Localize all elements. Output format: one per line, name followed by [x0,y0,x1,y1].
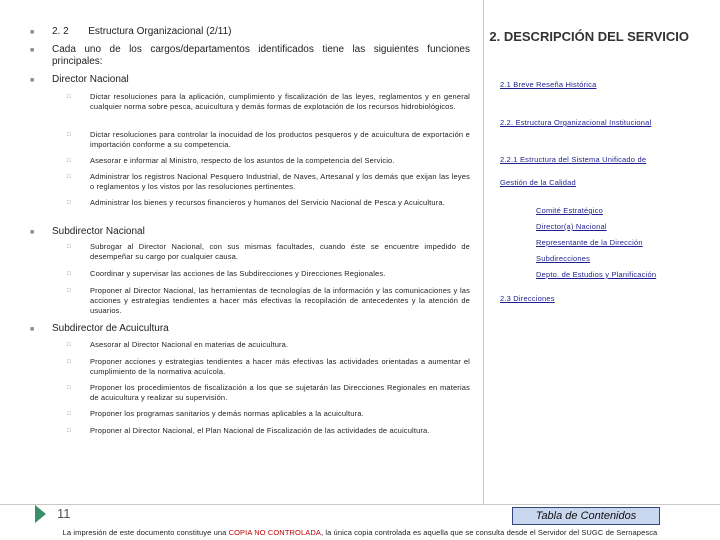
intro-paragraph [30,44,470,68]
page-number: 11 [57,506,71,521]
group-title-subdirector-nacional [30,226,470,238]
sidebar-link-director-nacional[interactable]: Director(a) Nacional [536,222,607,231]
sub-bullet-icon: □ [67,244,71,250]
sub-bullet-icon: □ [67,271,71,277]
list-item: □ Administrar los bienes y recursos financieros y humanos del Servicio Nacional de Pesca y Acuicultura. [67,198,445,207]
bullet-icon: ■ [30,229,35,236]
footer-divider [0,504,720,505]
list-item: □ Asesorar e informar al Ministro, respecto de los asuntos de la competencia del Servicio. [67,156,395,165]
sub-bullet-icon: □ [67,428,71,434]
group-title: Subdirector de Acuicultura [52,323,169,334]
bullet-icon: ■ [30,47,35,54]
list-item: □ Administrar los registros Nacional Pesquero Industrial, de Naves, Artesanal y los demás que exijan las leyes o reglamentos y los vistos por las resoluciones pertinentes. [67,172,470,191]
sidebar-link-estructura-organizacional[interactable]: 2.2. Estructura Organizacional Institucional [500,118,652,127]
list-item: □ Dictar resoluciones para controlar la inocuidad de los productos pesqueros y de acuicultura de exportación e importación conforme a su competencia. [67,130,470,149]
list-item: □ Proponer acciones y estrategias tendientes a hacer más efectivas las actividades orientadas a aumentar el cumplimiento de la normativa acuícola. [67,357,470,376]
sidebar-link-subdirecciones[interactable]: Subdirecciones [536,254,591,263]
sub-bullet-icon: □ [67,411,71,417]
list-item: □ Proponer los procedimientos de fiscalización a los que se sujetarán las Direcciones Regionales en materias de acuicultura y realizar su supervisión. [67,383,470,402]
bullet-icon: ■ [30,326,35,333]
sidebar-link-comite-estrategico[interactable]: Comité Estratégico [536,206,603,215]
section-heading [30,26,470,38]
sub-bullet-icon: □ [67,94,71,100]
sidebar-link-estudios-planificacion[interactable]: Depto. de Estudios y Planificación [536,270,657,279]
bullet-icon: ■ [30,77,35,84]
section-title: Estructura Organizacional (2/11) [88,26,232,37]
sidebar-title: 2. DESCRIPCIÓN DEL SERVICIO [489,29,689,44]
list-item: □ Proponer los programas sanitarios y demás normas aplicables a la acuicultura. [67,409,364,418]
sidebar-link-representante-direccion[interactable]: Representante de la Dirección [536,238,643,247]
group-title-subdirector-acuicultura [30,323,470,335]
list-item: □ Proponer al Director Nacional, las herramientas de tecnologías de la información y las comunicaciones y las acciones y estrategias tendientes a hacer más efectivas la recopilación de antecedentes y la atención de usuarios. [67,286,470,315]
intro-text: Cada uno de los cargos/departamentos identificados tiene las siguientes funciones principales: [52,44,470,67]
page-arrow-icon [35,505,46,523]
section-number: 2. 2 [52,26,69,37]
sidebar-link-gestion-calidad[interactable]: Gestión de la Calidad [500,178,576,187]
sub-bullet-icon: □ [67,174,71,180]
group-title: Subdirector Nacional [52,226,145,237]
uncontrolled-copy-label: COPIA NO CONTROLADA [228,528,321,537]
list-item: □ Asesorar al Director Nacional en materias de acuicultura. [67,340,289,349]
list-item: □ Dictar resoluciones para la aplicación, cumplimiento y fiscalización de las leyes, reglamentos y en general cualquier norma sobre pesca, acuicultura y demás formas de explotación de los recursos hidrobiológicos. [67,92,470,111]
sidebar-link-estructura-sugc[interactable]: 2.2.1 Estructura del Sistema Unificado de [500,155,647,164]
sub-bullet-icon: □ [67,342,71,348]
sub-bullet-icon: □ [67,359,71,365]
group-title-director-nacional [30,74,470,86]
bullet-icon: ■ [30,29,35,36]
sidebar-link-direcciones[interactable]: 2.3 Direcciones [500,294,555,303]
table-of-contents-button[interactable]: Tabla de Contenidos [512,507,660,525]
sub-bullet-icon: □ [67,158,71,164]
group-title: Director Nacional [52,74,129,85]
sub-bullet-icon: □ [67,200,71,206]
list-item: □ Proponer al Director Nacional, el Plan Nacional de Fiscalización de las actividades de acuicultura. [67,426,430,435]
list-item: □ Coordinar y supervisar las acciones de las Subdirecciones y Direcciones Regionales. [67,269,386,278]
list-item: □ Subrogar al Director Nacional, con sus mismas facultades, cuando éste se encuentre impedido de desempeñar su cargo por cualquier causa. [67,242,470,261]
sub-bullet-icon: □ [67,132,71,138]
sub-bullet-icon: □ [67,385,71,391]
sidebar-nav [483,0,705,504]
sidebar-link-resena-historica[interactable]: 2.1 Breve Reseña Histórica [500,80,597,89]
sub-bullet-icon: □ [67,288,71,294]
copy-notice: La impresión de este documento constituye una COPIA NO CONTROLADA, la única copia controlada es aquella que se consulta desde el Servidor del SUGC de Sernapesca [62,528,658,537]
